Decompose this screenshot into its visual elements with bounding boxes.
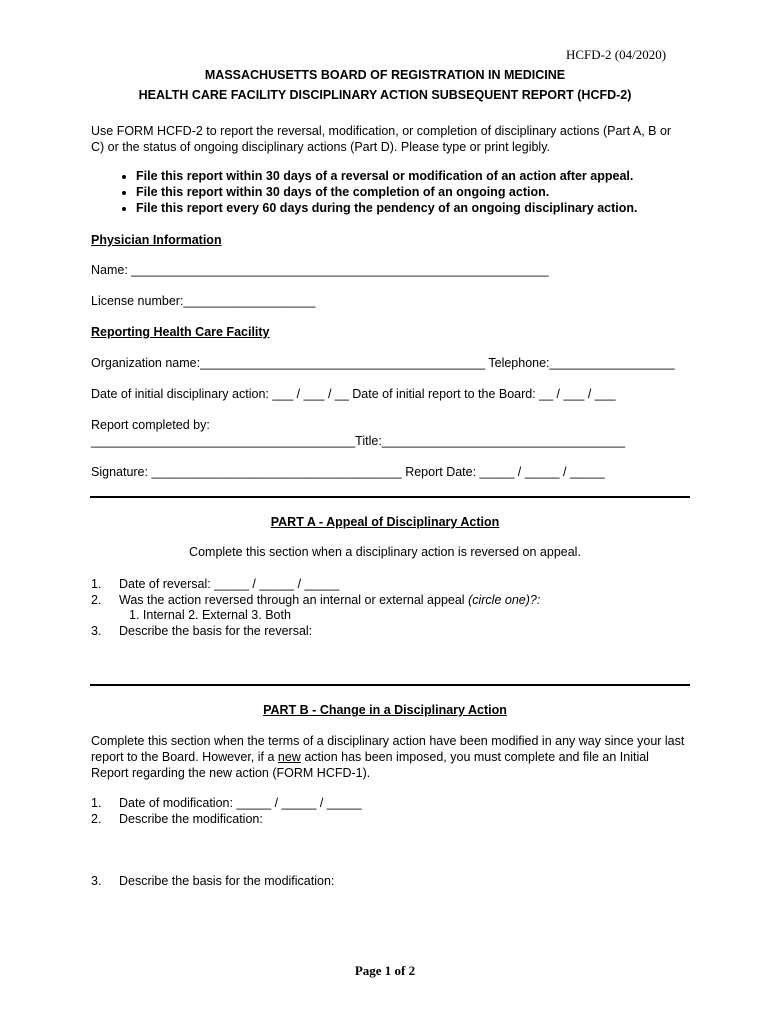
part-b-instruction-line-2: report to the Board. However, if a new action has been imposed, you must complete and file an Initial [91,750,649,764]
filing-rules-list [90,168,638,216]
signature-report-date-field[interactable]: Signature: ____________________________________ Report Date: _____ / _____ / _____ [91,465,605,479]
initial-dates-field[interactable]: Date of initial disciplinary action: ___ / ___ / __ Date of initial report to the Board: __ / ___ / ___ [91,387,616,401]
section-divider [90,496,690,498]
part-b-item-date-of-modification[interactable]: 1. Date of modification: _____ / _____ / _____ [91,796,362,810]
filing-rule: • File this report within 30 days of the completion of an ongoing action. [136,184,638,200]
part-a-item-basis-for-reversal[interactable]: 3. Describe the basis for the reversal: [91,624,313,638]
filing-rule: • File this report every 60 days during the pendency of an ongoing disciplinary action. [136,200,638,216]
part-a-instruction: Complete this section when a disciplinary action is reversed on appeal. [189,545,581,559]
form-code: HCFD-2 (04/2020) [566,47,667,62]
part-b-instruction-line-1: Complete this section when the terms of a disciplinary action have been modified in any way since your last [91,734,685,748]
part-a-appeal-options[interactable]: 1. Internal 2. External 3. Both [129,608,291,622]
license-number-field[interactable]: License number:___________________ [91,294,316,308]
intro-line-2: C) or the status of ongoing disciplinary actions (Part D). Please type or print legibly. [91,140,551,154]
filing-rule: • File this report within 30 days of a reversal or modification of an action after appeal. [136,168,638,184]
part-a-heading: PART A - Appeal of Disciplinary Action [270,515,500,529]
intro-line-1: Use FORM HCFD-2 to report the reversal, modification, or completion of disciplinary actions (Part A, B or [91,124,672,138]
part-a-item-date-of-reversal[interactable]: 1. Date of reversal: _____ / _____ / _____ [91,577,340,591]
org-title: MASSACHUSETTS BOARD OF REGISTRATION IN MEDICINE [204,68,566,82]
part-b-item-describe-modification[interactable]: 2. Describe the modification: [91,812,263,826]
part-b-item-basis-for-modification[interactable]: 3. Describe the basis for the modification: [91,874,335,888]
physician-heading: Physician Information [91,233,222,247]
part-b-instruction-line-3: Report regarding the new action (FORM HCFD-1). [91,766,371,780]
facility-heading: Reporting Health Care Facility [91,325,270,339]
section-divider [90,684,690,686]
page-number: Page 1 of 2 [354,963,416,978]
part-b-heading: PART B - Change in a Disciplinary Action [263,703,507,717]
name-field[interactable]: Name: ____________________________________________________________ [91,263,549,277]
completed-by-label: Report completed by: [91,418,210,432]
organization-telephone-field[interactable]: Organization name:_________________________________________ Telephone:__________________ [91,356,675,370]
part-a-item-appeal-type: 2. Was the action reversed through an internal or external appeal (circle one)?: [91,593,541,607]
completed-by-title-field[interactable]: ______________________________________Title:___________________________________ [91,434,626,448]
report-title: HEALTH CARE FACILITY DISCIPLINARY ACTION SUBSEQUENT REPORT (HCFD-2) [138,88,632,102]
